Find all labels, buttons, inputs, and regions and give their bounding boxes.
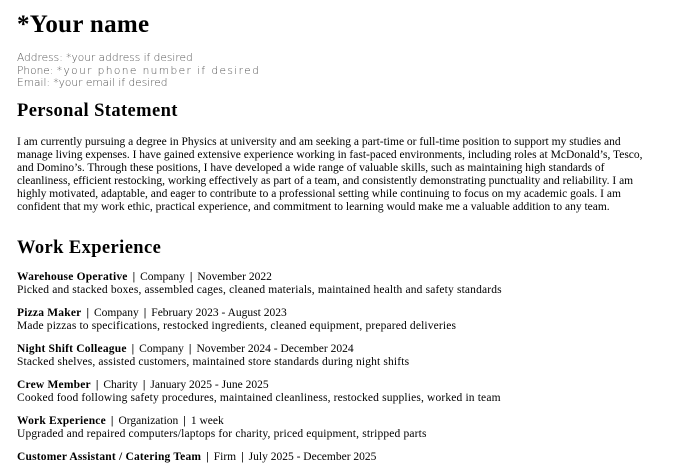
job-title: Customer Assistant / Catering Team [17,451,202,463]
address-label: Address: [17,52,63,64]
job-employer: Firm [213,451,237,463]
phone-label: Phone: [17,64,54,77]
job-entry: Night Shift Colleague | Company | November 2024 - December 2024 Stacked shelves, assisted customers, maintained store standards during night shifts [17,343,667,369]
job-dates: November 2024 - December 2024 [196,343,354,355]
job-description: Picked and stacked boxes, assembled cages, cleaned materials, maintained health and safety standards [17,284,502,296]
phone-value: *your phone number if desired [56,64,261,77]
phone-line [17,65,260,78]
job-title: Pizza Maker [17,307,82,319]
work-experience-heading: Work Experience [17,238,162,258]
job-dates: November 2022 [197,271,272,283]
email-line [17,77,260,90]
job-description: Upgraded and repaired computers/laptops for charity, priced equipment, stripped parts [17,428,427,440]
job-dates: January 2025 - June 2025 [150,379,269,391]
job-title: Warehouse Operative [17,271,128,283]
job-dates: February 2023 - August 2023 [151,307,287,319]
job-description: Made pizzas to specifications, restocked ingredients, cleaned equipment, prepared deliveries [17,320,457,332]
personal-statement-heading: Personal Statement [17,101,178,121]
job-entry: Work Experience | Organization | 1 week Upgraded and repaired computers/laptops for charity, priced equipment, stripped parts [17,415,667,441]
job-entry: Customer Assistant / Catering Team | Firm | July 2025 - December 2025 [17,451,377,463]
job-description: Cooked food following safety procedures, maintained cleanliness, restocked supplies, worked in team [17,392,501,404]
job-employer: Company [140,271,185,283]
personal-statement-text: I am currently pursuing a degree in Physics at university and am seeking a part-time or full-time position to support my studies and manage living expenses. I have gained extensive experience working in fast-paced environments, including roles at McDonald’s, Tesco, and Domino’s. Through these positions, I have developed a wide range of valuable skills, such as maintaining high standards of cleanliness, efficient restocking, working effectively as part of a team, and consistently demonstrating punctuality and reliability. I am highly motivated, adaptable, and eager to contribute to a professional setting while continuing to focus on my academic goals. I am confident that my work ethic, practical experience, and commitment to learning would make me a valuable addition to any team. [17,136,643,213]
contact-block [17,52,260,90]
job-description: Stacked shelves, assisted customers, maintained store standards during night shifts [17,356,410,368]
job-title: Crew Member [17,379,91,391]
job-employer: Company [139,343,184,355]
address-value: *your address if desired [66,52,193,64]
job-dates: 1 week [190,415,224,427]
job-dates: July 2025 - December 2025 [248,451,377,463]
candidate-name: *Your name [17,11,150,38]
address-line [17,52,260,65]
job-employer: Charity [103,379,138,391]
job-entry: Pizza Maker | Company | February 2023 - August 2023 Made pizzas to specifications, restocked ingredients, cleaned equipment, prepared deliveries [17,307,667,333]
email-value: *your email if desired [53,77,168,89]
job-entry: Crew Member | Charity | January 2025 - June 2025 Cooked food following safety procedures, maintained cleanliness, restocked supplies, worked in team [17,379,667,405]
job-entry: Warehouse Operative | Company | November 2022 Picked and stacked boxes, assembled cages, cleaned materials, maintained health and safety standards [17,271,667,297]
job-employer: Company [94,307,139,319]
email-label: Email: [17,77,50,89]
job-title: Night Shift Colleague [17,343,127,355]
job-title: Work Experience [17,415,106,427]
job-employer: Organization [118,415,179,427]
